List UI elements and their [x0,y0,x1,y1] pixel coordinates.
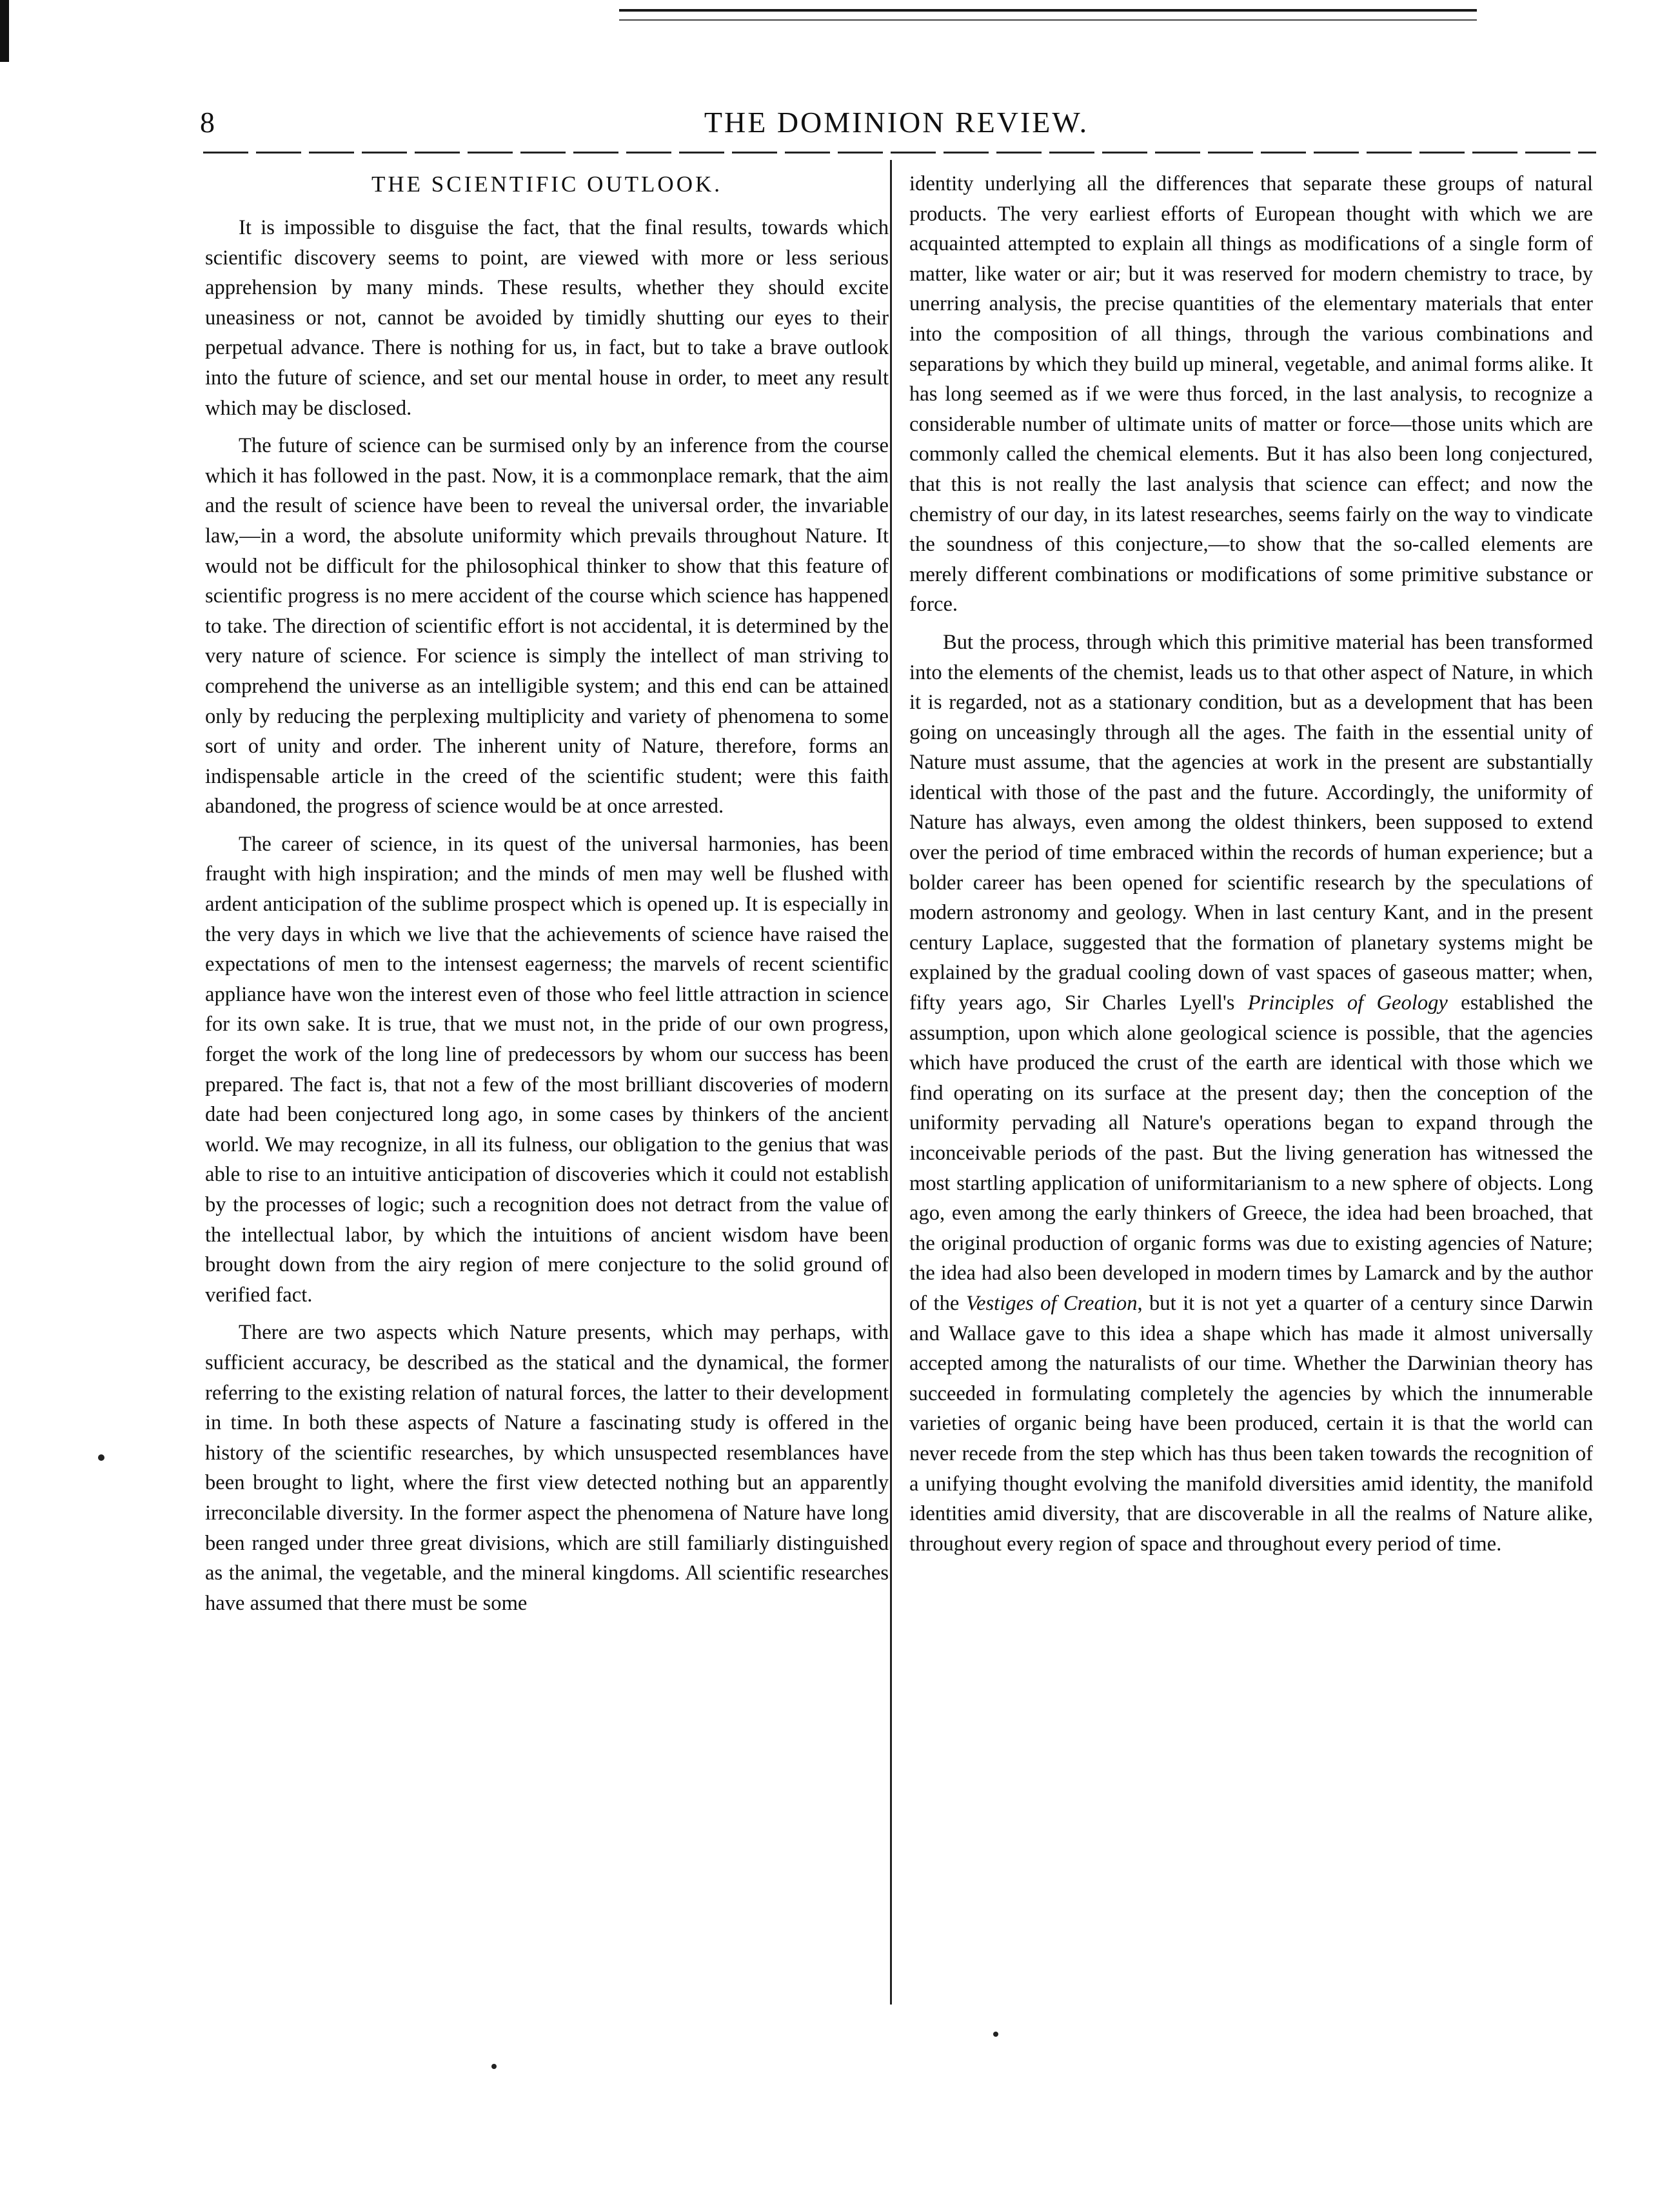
top-rule [619,9,1477,12]
right-column [909,169,1593,1567]
page-number: 8 [200,106,215,139]
left-column [205,169,889,1626]
paragraph: The career of science, in its quest of the universal harmonies, has been fraught with high inspiration; and the minds of men may well be flushed with ardent anticipation of the sublime prospect which is opened up. It is especially in the very days in which we live that the achievements of science have raised the expectations of men to the intensest eagerness; the marvels of recent scientific appliance have won the interest even of those who feel little attraction in science for its own sake. It is true, that we must not, in the pride of our own progress, forget the work of the long line of predecessors by whom our success has been prepared. The fact is, that not a few of the most brilliant discoveries of modern date had been conjectured long ago, in some cases by thinkers of the ancient world. We may recognize, in all its fulness, our obligation to the genius that was able to rise to an intuitive anticipation of discoveries which it could not establish by the processes of logic; such a recognition does not detract from the value of the intellectual labor, by which the intuitions of ancient wisdom have been brought down from the airy region of mere conjecture to the solid ground of verified fact. [205,832,889,1307]
book-title: Principles of Geology [1247,991,1448,1015]
paragraph: There are two aspects which Nature presents, which may perhaps, with sufficient accuracy, be described as the statical and the dynamical, the former referring to the existing relation of natural forces, the latter to their development in time. In both these aspects of Nature a fascinating study is offered in the history of the scientific researches, by which unsuspected resemblances have been brought to light, where the first view detected nothing but an apparently irreconcilable diversity. In the former aspect the phenomena of Nature have long been ranged under three great divisions, which are still familiarly distinguished as the animal, the vegetable, and the mineral kingdoms. All scientific researches have assumed that there must be some [205,1321,889,1615]
header-rule [203,152,1596,153]
print-speck [993,2032,998,2037]
article-title: THE SCIENTIFIC OUTLOOK. [371,172,723,197]
print-speck [491,2064,497,2069]
paragraph: The future of science can be surmised only by an inference from the course which it has followed in the past. Now, it is a commonplace remark, that the aim and the result of science have been to reveal the universal order, the invariable law,—in a word, the absolute uniformity which prevails throughout Nature. It would not be difficult for the philosophical thinker to show that this feature of scientific progress is no mere accident of the course which science has happened to take. The direction of scientific effort is not accidental, it is determined by the very nature of science. For science is simply the intellect of man striving to comprehend the universe as an intelligible system; and this end can be attained only by reducing the perplexing multiplicity and variety of phenomena to some sort of unity and order. The inherent unity of Nature, therefore, forms an indispensable article in the creed of the scientific student; were this faith abandoned, the progress of science would be at once arrested. [205,434,889,818]
print-speck [98,1454,104,1461]
text-run: established the assumption, upon which alone geological science is possible, that the agencies which have produced the crust of the earth are identical with those which we find operating on its surface at the present day; then the conception of the uniformity pervading all Nature's operations began to expand through the inconceivable periods of the past. But the living generation has witnessed the most startling application of uniformitarianism to a new sphere of objects. Long ago, even among the early thinkers of Greece, the idea had been broached, that the original production of organic forms was due to existing agencies of Nature; the idea had also been developed in modern times by Lamarck and by the author of the [909,991,1593,1315]
page-edge-mark [0,0,9,62]
text-run: But the process, through which this primitive material has been transformed into the elements of the chemist, leads us to that other aspect of Nature, in which it is regarded, not as a stationary condition, but as a development that has been going on unceasingly through all the ages. The faith in the essential unity of Nature must assume, that the agencies at work in the present are substantially identical with those of the past and the future. Accordingly, the uniformity of Nature has always, even among the oldest thinkers, been supposed to extend over the period of time embraced within the records of human experience; but a bolder career has been opened for scientific research by the speculations of modern astronomy and geology. When in last century Kant, and in the present century Laplace, suggested that the formation of planetary systems might be explained by the gradual cooling down of vast spaces of gaseous matter; when, fifty years ago, Sir Charles Lyell's [909,630,1593,1015]
running-title: THE DOMINION REVIEW. [704,106,1089,139]
page-header [193,103,1599,142]
column-divider [890,160,892,2005]
paragraph [909,628,1593,1559]
text-run: , but it is not yet a quarter of a century since Darwin and Wallace gave to this idea a shape which has made it almost universally accepted among the naturalists of our time. Whether the Darwinian theory has succeeded in formulating completely the agencies by which the innumerable varieties of organic being have been produced, certain it is that the world can never recede from the step which has thus been taken towards the recognition of a unifying thought evolving the manifold diversities amid identity, the manifold identities amid diversity, that are discoverable in all the realms of Nature alike, throughout every region of space and throughout every period of time. [909,1291,1593,1556]
paragraph: It is impossible to disguise the fact, that the final results, towards which scientific discovery seems to point, are viewed with more or less serious apprehension by many minds. These results, whether they should excite uneasiness or not, cannot be avoided by timidly shutting our eyes to their perpetual advance. There is nothing for us, in fact, but to take a brave outlook into the future of science, and set our mental house in order, to meet any result which may be disclosed. [205,216,889,420]
book-title: Vestiges of Creation [965,1291,1138,1315]
top-rule-thin [619,19,1477,21]
paragraph-continued: identity underlying all the differences that separate these groups of natural products. The very earliest efforts of European thought with which we are acquainted attempted to explain all things as modifications of a single form of matter, like water or air; but it was reserved for modern chemistry to trace, by unerring analysis, the precise quantities of the elementary materials that enter into the composition of all things, through the various combinations and separations by which they build up mineral, vegetable, and animal forms alike. It has long seemed as if we were thus forced, in the last analysis, to recognize a considerable number of ultimate units of matter or force—those units which are commonly called the chemical elements. But it has also been long conjectured, that this is not really the last analysis that science can effect; and now the chemistry of our day, in its latest researches, seems fairly on the way to vindicate the soundness of this conjecture,—to show that the so-called elements are merely different combinations or modifications of some primitive substance or force. [909,172,1593,617]
